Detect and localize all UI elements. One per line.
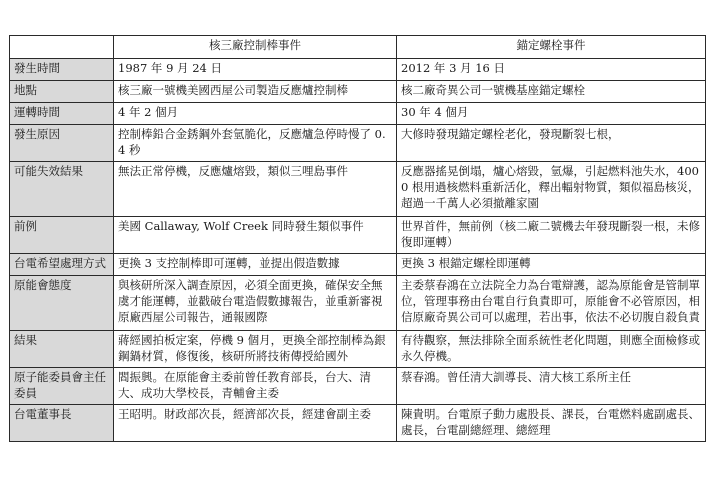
table-row — [10, 103, 706, 125]
cell-anchor-bolt: 核二廠奇異公司一號機基座錨定螺栓 — [397, 81, 706, 103]
cell-control-rod: 1987 年 9 月 24 日 — [114, 59, 397, 81]
row-label: 原能會態度 — [10, 276, 114, 331]
cell-control-rod: 與核研所深入調查原因，必須全面更換，確保安全無虞才能運轉，並戳破台電造假數據報告，並重新審視原廠西屋公司報告，通報國際 — [114, 276, 397, 331]
cell-control-rod: 控制棒鉛合金銹鋼外套氫脆化，反應爐急停時慢了 0.4 秒 — [114, 125, 397, 162]
cell-anchor-bolt: 反應器搖晃倒塌，爐心熔毀，氫爆，引起燃料池失水，4000 根用過核燃料重新活化，釋出輻射物質，類似福島核災，超過一千萬人必須撤離家園 — [397, 162, 706, 217]
header-corner-cell — [10, 36, 114, 59]
cell-control-rod: 更換 3 支控制棒即可運轉，並提出假造數據 — [114, 254, 397, 276]
cell-control-rod: 無法正常停機，反應爐熔毀，類似三哩島事件 — [114, 162, 397, 217]
comparison-table — [9, 35, 706, 442]
row-label: 台電董事長 — [10, 405, 114, 442]
cell-control-rod: 核三廠一號機美國西屋公司製造反應爐控制棒 — [114, 81, 397, 103]
table-row — [10, 405, 706, 442]
cell-anchor-bolt: 有待觀察，無法排除全面系統性老化問題，則應全面檢修或永久停機。 — [397, 331, 706, 368]
row-label: 地點 — [10, 81, 114, 103]
cell-anchor-bolt: 主委蔡春鴻在立法院全力為台電辯護，認為原能會是管制單位，管理事務由台電自行負責即可，原能會不必管原因，相信原廠奇異公司可以處理，若出事，依法不必切腹自殺負責 — [397, 276, 706, 331]
cell-anchor-bolt: 30 年 4 個月 — [397, 103, 706, 125]
row-label: 發生時間 — [10, 59, 114, 81]
cell-anchor-bolt: 2012 年 3 月 16 日 — [397, 59, 706, 81]
table-row — [10, 81, 706, 103]
cell-control-rod: 蔣經國拍板定案，停機 9 個月，更換全部控制棒為銀鋼鍋材質，修復後，核研所將技術傳授給國外 — [114, 331, 397, 368]
cell-control-rod: 美國 Callaway, Wolf Creek 同時發生類似事件 — [114, 217, 397, 254]
cell-anchor-bolt: 大修時發現錨定螺栓老化，發現斷裂七根， — [397, 125, 706, 162]
table-row — [10, 254, 706, 276]
header-control-rod-event: 核三廠控制棒事件 — [114, 36, 397, 59]
cell-anchor-bolt: 蔡春鴻。曾任清大訓導長、清大核工系所主任 — [397, 368, 706, 405]
row-label: 發生原因 — [10, 125, 114, 162]
row-label: 可能失效結果 — [10, 162, 114, 217]
table-row — [10, 59, 706, 81]
table-row — [10, 125, 706, 162]
row-label: 原子能委員會主任委員 — [10, 368, 114, 405]
row-label: 前例 — [10, 217, 114, 254]
header-anchor-bolt-event: 錨定螺栓事件 — [397, 36, 706, 59]
cell-anchor-bolt: 世界首件，無前例（核二廠二號機去年發現斷裂一根，未修復即運轉） — [397, 217, 706, 254]
table-row — [10, 368, 706, 405]
table-header-row — [10, 36, 706, 59]
table-row — [10, 331, 706, 368]
cell-control-rod: 閻振興。在原能會主委前曾任教育部長，台大、清大、成功大學校長，青輔會主委 — [114, 368, 397, 405]
cell-control-rod: 4 年 2 個月 — [114, 103, 397, 125]
table-row — [10, 276, 706, 331]
row-label: 運轉時間 — [10, 103, 114, 125]
row-label: 結果 — [10, 331, 114, 368]
table-row — [10, 217, 706, 254]
cell-control-rod: 王昭明。財政部次長，經濟部次長，經建會副主委 — [114, 405, 397, 442]
table-row — [10, 162, 706, 217]
cell-anchor-bolt: 更換 3 根錨定螺栓即運轉 — [397, 254, 706, 276]
cell-anchor-bolt: 陳貴明。台電原子動力處股長、課長，台電燃料處副處長、處長，台電副總經理、總經理 — [397, 405, 706, 442]
row-label: 台電希望處理方式 — [10, 254, 114, 276]
